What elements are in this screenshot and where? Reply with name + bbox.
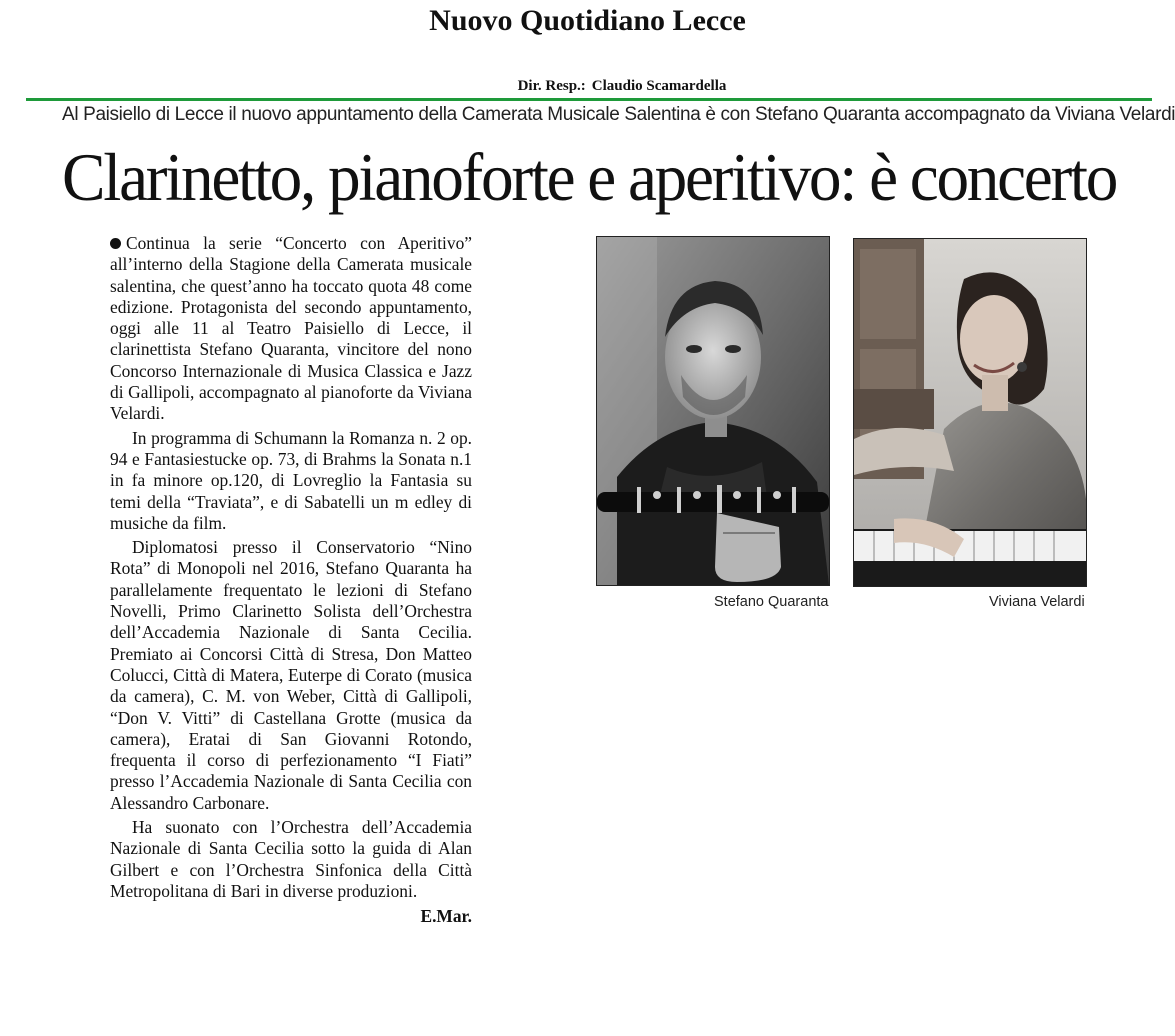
article-body (110, 233, 472, 928)
header-rule (26, 98, 1152, 101)
article-paragraph-1 (110, 233, 472, 425)
article-paragraph-2: In programma di Schumann la Romanza n. 2 op. 94 e Fantasiestucke op. 73, di Brahms la Sonata n.1 in fa minore op.120, di Lovreglio la Fantasia su temi della “Traviata”, e di Sabatelli un m edley di musiche da film. (110, 427, 472, 533)
photo-stefano-quaranta (596, 236, 830, 586)
article-headline: Clarinetto, pianoforte e aperitivo: è concerto (62, 139, 1117, 215)
director-line (0, 78, 1175, 95)
masthead: Nuovo Quotidiano Lecce (429, 4, 746, 37)
article-signature: E.Mar. (420, 906, 472, 927)
article-paragraph-3: Diplomatosi presso il Conservatorio “Nino Rota” di Monopoli nel 2016, Stefano Quaranta ha parallelamente frequentato le lezioni di Stefano Novelli, Primo Clarinetto Solista dell’Orchestra dell’Accademia Nazionale di Santa Cecilia. Premiato ai Concorsi Città di Stresa, Don Matteo Colucci, Città di Matera, Euterpe di Corato (musica da camera), C. M. von Weber, Città di Gallipoli, “Don V. Vitti” di Castellana Grotte (musica da camera), Eratai di San Giovanni Rotondo, frequenta il corso di perfezionamento “I Fiati” presso l’Accademia Nazionale di Santa Cecilia con Alessandro Carbonare. (110, 537, 472, 813)
pianist-portrait-icon (854, 239, 1086, 586)
caption-stefano-quaranta: Stefano Quaranta (714, 594, 829, 610)
director-label: Dir. Resp.: (517, 78, 586, 94)
bullet-icon (110, 238, 121, 249)
clarinetist-portrait-icon (597, 237, 829, 585)
article-paragraph-4: Ha suonato con l’Orchestra dell’Accademia Nazionale di Santa Cecilia sotto la guida di Alan Gilbert e con l’Orchestra Sinfonica della Città Metropolitana di Bari in diverse produzioni. (110, 817, 472, 901)
caption-viviana-velardi: Viviana Velardi (989, 594, 1085, 610)
article-kicker: Al Paisiello di Lecce il nuovo appuntamento della Camerata Musicale Salentina è con Stefano Quaranta accompagnato da Viviana Velardi (62, 104, 1175, 125)
paragraph-1-text: Continua la serie “Concerto con Aperitivo” all’interno della Stagione della Camerata musicale salentina, che quest’anno ha toccato quota 48 come edizione. Protagonista del secondo appuntamento, oggi alle 11 al Teatro Paisiello di Lecce, il clarinettista Stefano Quaranta, vincitore del nono Concorso Internazionale di Musica Classica e Jazz di Gallipoli, accompagnato al pianoforte da Viviana Velardi. (110, 233, 472, 424)
photo-viviana-velardi (853, 238, 1087, 587)
director-name: Claudio Scamardella (591, 78, 727, 94)
